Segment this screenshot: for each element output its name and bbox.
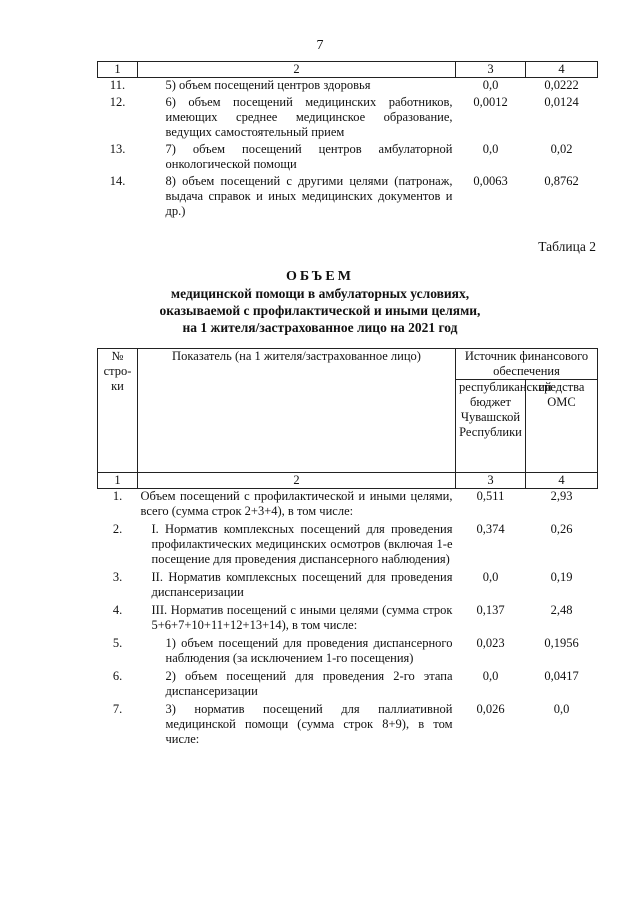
col-number: 2 — [138, 473, 456, 489]
row-text: 6) объем посещений медицинских работников, имеющих среднее медицинское образование, ведущих самостоятельный прием — [165, 95, 453, 139]
table-row — [98, 522, 598, 570]
table-row — [98, 142, 598, 174]
title-main: ОБЪЕМ — [286, 269, 354, 284]
header-budget: республиканский бюджет Чувашской Республики — [456, 380, 526, 473]
oms-value: 0,02 — [550, 142, 573, 156]
table-2 — [97, 348, 598, 750]
col-number: 1 — [98, 62, 138, 78]
table-row — [98, 570, 598, 603]
header-source: Источник финансового обеспечения — [456, 349, 598, 380]
title-line: медицинской помощи в амбулаторных условиях, — [170, 286, 470, 301]
col-number: 3 — [456, 473, 526, 489]
table-row — [98, 636, 598, 669]
row-text: 8) объем посещений с другими целями (патронаж, выдача справок и иных медицинских документов и др.) — [165, 174, 453, 218]
title-line: оказываемой с профилактической и иными целями, — [159, 303, 481, 318]
row-number: 13. — [109, 142, 126, 156]
row-number: 5. — [112, 636, 123, 650]
row-number: 12. — [109, 95, 126, 109]
row-number: 1. — [112, 489, 123, 503]
header-indicator: Показатель (на 1 жителя/застрахованное лицо) — [138, 349, 456, 473]
table-row — [98, 78, 598, 96]
col-number: 4 — [526, 62, 598, 78]
column-number-row — [98, 62, 598, 78]
table-row — [98, 603, 598, 636]
table-label: Таблица 2 — [538, 239, 596, 254]
budget-value: 0,026 — [476, 702, 505, 716]
row-text: 7) объем посещений центров амбулаторной онкологической помощи — [165, 142, 453, 171]
oms-value: 0,1956 — [544, 636, 579, 650]
table-row — [98, 95, 598, 142]
budget-value: 0,374 — [476, 522, 505, 536]
row-text: 2) объем посещений для проведения 2-го этапа диспансеризации — [165, 669, 453, 698]
row-text: II. Норматив комплексных посещений для проведения диспансеризации — [151, 570, 453, 599]
row-number: 7. — [112, 702, 123, 716]
row-number: 11. — [109, 78, 126, 92]
row-text: III. Норматив посещений с иными целями (сумма строк 5+6+7+10+11+12+13+14), в том числе: — [151, 603, 453, 632]
row-text: 3) норматив посещений для паллиативной медицинской помощи (сумма строк 8+9), в том числе: — [165, 702, 453, 746]
budget-value: 0,0 — [482, 669, 499, 683]
page-number: 7 — [316, 38, 324, 53]
oms-value: 0,8762 — [544, 174, 579, 188]
budget-value: 0,0 — [482, 142, 499, 156]
row-number: 2. — [112, 522, 123, 536]
oms-value: 0,19 — [550, 570, 573, 584]
oms-value: 0,26 — [550, 522, 573, 536]
column-number-row — [98, 473, 598, 489]
table-row — [98, 489, 598, 523]
oms-value: 2,48 — [550, 603, 573, 617]
row-number: 4. — [112, 603, 123, 617]
oms-value: 0,0124 — [544, 95, 579, 109]
budget-value: 0,511 — [476, 489, 505, 503]
oms-value: 0,0222 — [544, 78, 579, 92]
table-row — [98, 669, 598, 702]
col-number: 2 — [138, 62, 456, 78]
budget-value: 0,0 — [482, 78, 499, 92]
row-text: 1) объем посещений для проведения диспансерного наблюдения (за исключением 1-го посещения) — [165, 636, 453, 665]
budget-value: 0,0012 — [473, 95, 508, 109]
row-text: Объем посещений с профилактической и иными целями, всего (сумма строк 2+3+4), в том числе: — [140, 489, 453, 518]
table-row — [98, 702, 598, 750]
table-row — [98, 174, 598, 221]
header-oms: средства ОМС — [526, 380, 598, 473]
header-row — [98, 349, 598, 380]
row-text: I. Норматив комплексных посещений для проведения профилактических медицинских осмотров (включая 1-е посещение для проведения диспансерного наблюдения) — [151, 522, 453, 566]
row-number: 3. — [112, 570, 123, 584]
budget-value: 0,0 — [482, 570, 499, 584]
table-title — [0, 268, 640, 336]
col-number: 1 — [98, 473, 138, 489]
title-line: на 1 жителя/застрахованное лицо на 2021 год — [182, 320, 458, 335]
row-number: 6. — [112, 669, 123, 683]
budget-value: 0,137 — [476, 603, 505, 617]
budget-value: 0,023 — [476, 636, 505, 650]
row-text: 5) объем посещений центров здоровья — [165, 78, 371, 92]
col-number: 3 — [456, 62, 526, 78]
col-number: 4 — [526, 473, 598, 489]
budget-value: 0,0063 — [473, 174, 508, 188]
oms-value: 0,0417 — [544, 669, 579, 683]
oms-value: 2,93 — [550, 489, 573, 503]
header-row-number: № стро-ки — [98, 349, 138, 473]
row-number: 14. — [109, 174, 126, 188]
table-1-continuation — [97, 61, 598, 221]
oms-value: 0,0 — [553, 702, 570, 716]
